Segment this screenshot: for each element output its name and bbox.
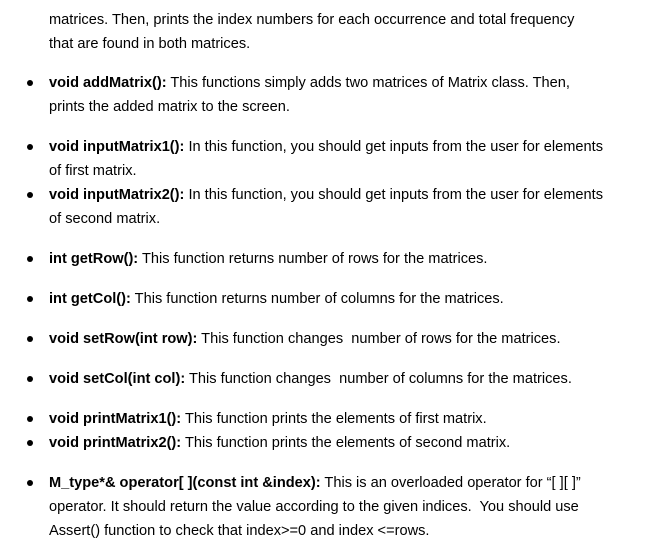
list-item-get-col xyxy=(49,287,639,311)
function-signature: void setCol(int col): xyxy=(49,371,186,387)
bullet-icon xyxy=(27,80,33,86)
function-description: In this function, you should get inputs from the user for elements xyxy=(184,187,603,203)
bullet-icon xyxy=(27,296,33,302)
function-description-cont: prints the added matrix to the screen. xyxy=(49,99,290,115)
list-item-add-matrix xyxy=(49,71,639,119)
function-signature: int getCol(): xyxy=(49,291,131,307)
function-signature: void setRow(int row): xyxy=(49,331,198,347)
list-item-operator-brackets xyxy=(49,471,639,543)
bullet-icon xyxy=(27,144,33,150)
function-description: This functions simply adds two matrices of Matrix class. Then, xyxy=(166,75,570,91)
list-item-set-col xyxy=(49,367,639,391)
function-description: This function prints the elements of first matrix. xyxy=(181,411,487,427)
function-description: This function returns number of rows for the matrices. xyxy=(138,251,488,267)
function-description: In this function, you should get inputs from the user for elements xyxy=(184,139,603,155)
function-description: This function changes number of rows for the matrices. xyxy=(197,331,561,347)
function-signature: void printMatrix2(): xyxy=(49,435,182,451)
intro-line-1: matrices. Then, prints the index numbers for each occurrence and total frequency xyxy=(49,12,575,28)
bullet-icon xyxy=(27,440,33,446)
bullet-icon xyxy=(27,336,33,342)
function-description-cont: of first matrix. xyxy=(49,163,137,179)
function-description-cont: Assert() function to check that index>=0 and index <=rows. xyxy=(49,523,430,539)
bullet-icon xyxy=(27,480,33,486)
bullet-icon xyxy=(27,192,33,198)
bullet-icon xyxy=(27,416,33,422)
function-signature: M_type*& operator[ ](const int &index): xyxy=(49,475,321,491)
function-description-cont: operator. It should return the value according to the given indices. You should use xyxy=(49,499,579,515)
function-description: This function changes number of columns for the matrices. xyxy=(185,371,572,387)
function-description: This is an overloaded operator for “[ ][ ]” xyxy=(320,475,581,491)
function-description: This function prints the elements of second matrix. xyxy=(181,435,511,451)
function-signature: void addMatrix(): xyxy=(49,75,167,91)
function-signature: void inputMatrix1(): xyxy=(49,139,185,155)
function-signature: void printMatrix1(): xyxy=(49,411,182,427)
list-item-print-matrix-1 xyxy=(49,407,639,431)
function-signature: int getRow(): xyxy=(49,251,139,267)
intro-paragraph xyxy=(49,8,639,56)
function-description: This function returns number of columns for the matrices. xyxy=(130,291,504,307)
list-item-set-row xyxy=(49,327,639,351)
bullet-icon xyxy=(27,256,33,262)
list-item-get-row xyxy=(49,247,639,271)
function-description-cont: of second matrix. xyxy=(49,211,161,227)
function-signature: void inputMatrix2(): xyxy=(49,187,185,203)
list-item-print-matrix-2 xyxy=(49,431,639,455)
list-item-input-matrix-1 xyxy=(49,135,639,183)
bullet-icon xyxy=(27,376,33,382)
intro-line-2: that are found in both matrices. xyxy=(49,36,251,52)
list-item-input-matrix-2 xyxy=(49,183,639,231)
